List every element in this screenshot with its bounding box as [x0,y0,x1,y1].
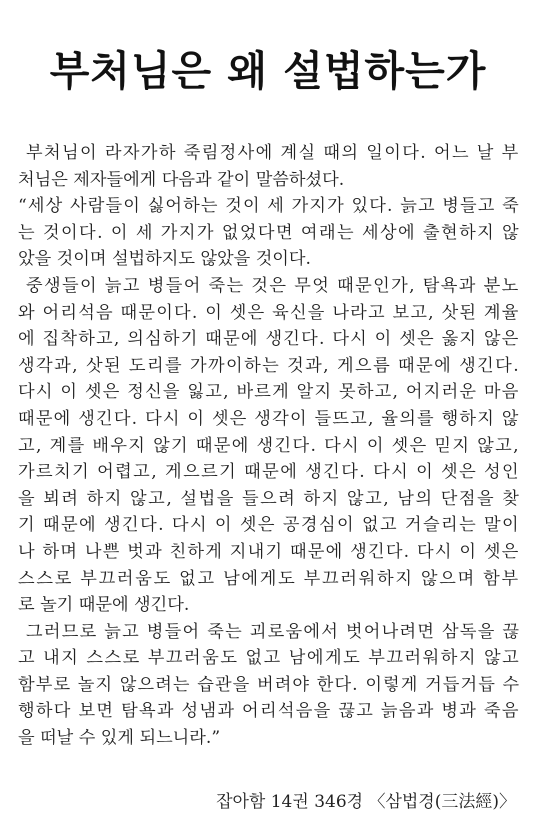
text-line: 로 놀기 때문에 생긴다. [18,595,190,616]
body-text [18,140,520,752]
text-line: 와 어리석음 때문이다. 이 셋은 육신을 나라고 보고, 삿된 계율 [18,302,520,323]
text-line: 나 하며 나쁜 벗과 친하게 지내기 때문에 생긴다. 다시 이 셋은 [18,541,520,562]
page-title: 부처님은 왜 설법하는가 [49,47,487,95]
text-line: 기 때문에 생긴다. 다시 이 셋은 공경심이 없고 거슬리는 말이 [18,515,521,536]
text-line: 그러므로 늙고 병들어 죽는 괴로움에서 벗어나려면 삼독을 끊 [26,621,521,642]
text-line: 부처님이 라자가하 죽림정사에 계실 때의 일이다. 어느 날 부 [26,143,520,163]
text-line: 을 뵈려 하지 않고, 설법을 들으려 하지 않고, 남의 단점을 찾 [18,488,521,509]
text-line: 때문에 생긴다. 다시 이 셋은 생각이 들뜨고, 율의를 행하지 않 [18,408,520,429]
text-line: 행하다 보면 탐욕과 성냄과 어리석음을 끊고 늙음과 병과 죽음 [18,701,520,722]
text-line: 중생들이 늙고 병들어 죽는 것은 무엇 때문인가, 탐욕과 분노 [26,275,520,296]
text-line: “세상 사람들이 싫어하는 것이 세 가지가 있다. 늙고 병들고 죽 [18,196,520,217]
source-citation: 잡아함 14권 346경 〈삼법경(三法經)〉 [216,792,516,812]
text-line: 고, 계를 배우지 않기 때문에 생긴다. 다시 이 셋은 믿지 않고, [18,435,520,456]
text-line: 가르치기 어렵고, 게으르기 때문에 생긴다. 다시 이 셋은 성인 [18,462,521,483]
text-line: 함부로 놀지 않으려는 습관을 버려야 한다. 이렇게 거듭거듭 수 [18,674,521,695]
text-line: 에 집착하고, 의심하기 때문에 생긴다. 다시 이 셋은 옳지 않은 [18,329,520,350]
text-line: 처님은 제자들에게 다음과 같이 말씀하셨다. [18,169,345,190]
text-line: 스스로 부끄러움도 없고 남에게도 부끄러워하지 않으며 함부 [18,568,520,589]
text-line: 았을 것이며 설법하지도 않았을 것이다. [18,249,311,270]
text-line: 생각과, 삿된 도리를 가까이하는 것과, 게으름 때문에 생긴다. [18,355,521,376]
text-line: 고 내지 스스로 부끄러움도 없고 남에게도 부끄러워하지 않고 [18,648,521,669]
text-line: 는 것이다. 이 세 가지가 없었다면 여래는 세상에 출현하지 않 [18,222,521,243]
text-line: 다시 이 셋은 정신을 잃고, 바르게 알지 못하고, 어지러운 마음 [18,382,520,403]
text-line: 을 떠날 수 있게 되느니라.” [18,728,221,749]
